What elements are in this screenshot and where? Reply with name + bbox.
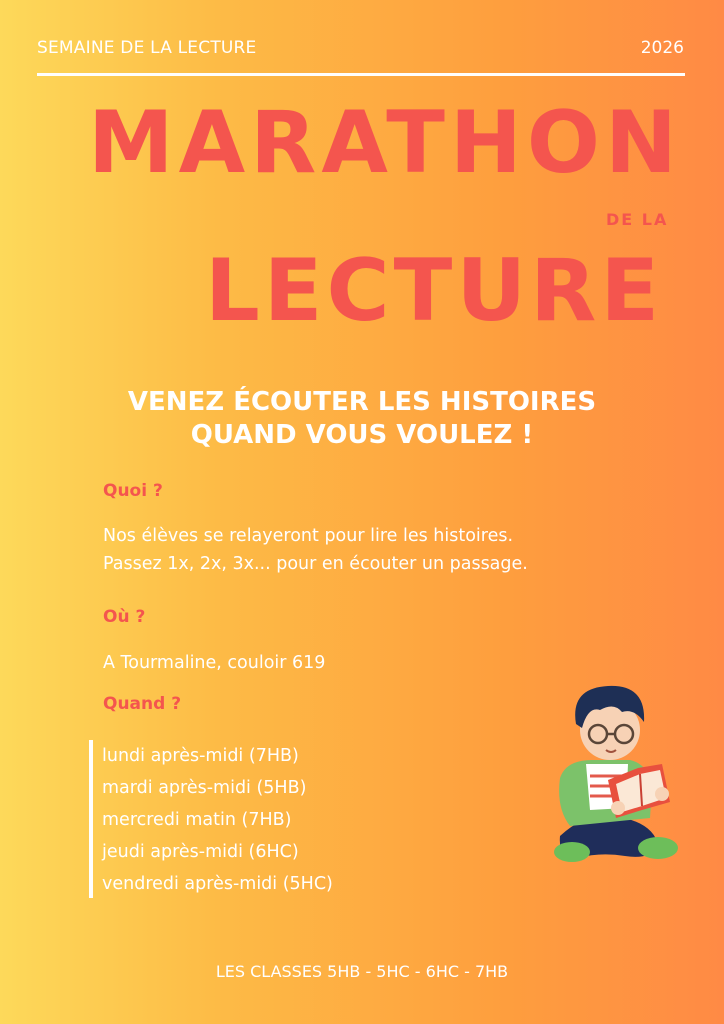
event-name: SEMAINE DE LA LECTURE (37, 38, 257, 58)
title-marathon: MARATHON (88, 93, 682, 193)
schedule-item: vendredi après-midi (5HC) (102, 874, 333, 894)
schedule-item: mercredi matin (7HB) (102, 810, 292, 830)
schedule-item: jeudi après-midi (6HC) (102, 842, 299, 862)
event-year: 2026 (640, 38, 684, 58)
when-label: Quand ? (103, 694, 182, 714)
what-line-1: Nos élèves se relayeront pour lire les histoires. (103, 526, 514, 546)
footer-classes: LES CLASSES 5HB - 5HC - 6HC - 7HB (215, 962, 509, 981)
title-lecture: LECTURE (205, 241, 664, 341)
where-text: A Tourmaline, couloir 619 (103, 653, 326, 673)
where-label: Où ? (103, 607, 146, 627)
title-de-la: DE LA (606, 210, 669, 229)
tagline-line-1: VENEZ ÉCOUTER LES HISTOIRES (127, 387, 597, 417)
schedule-item: mardi après-midi (5HB) (102, 778, 307, 798)
what-text (103, 522, 528, 578)
schedule-item: lundi après-midi (7HB) (102, 746, 299, 766)
tagline (60, 386, 664, 452)
header-divider (37, 73, 685, 76)
what-label: Quoi ? (103, 481, 163, 501)
what-line-2: Passez 1x, 2x, 3x... pour en écouter un passage. (103, 554, 528, 574)
child-reading-illustration (530, 668, 690, 868)
schedule-list (89, 740, 333, 898)
tagline-line-2: QUAND VOUS VOULEZ ! (190, 420, 534, 450)
